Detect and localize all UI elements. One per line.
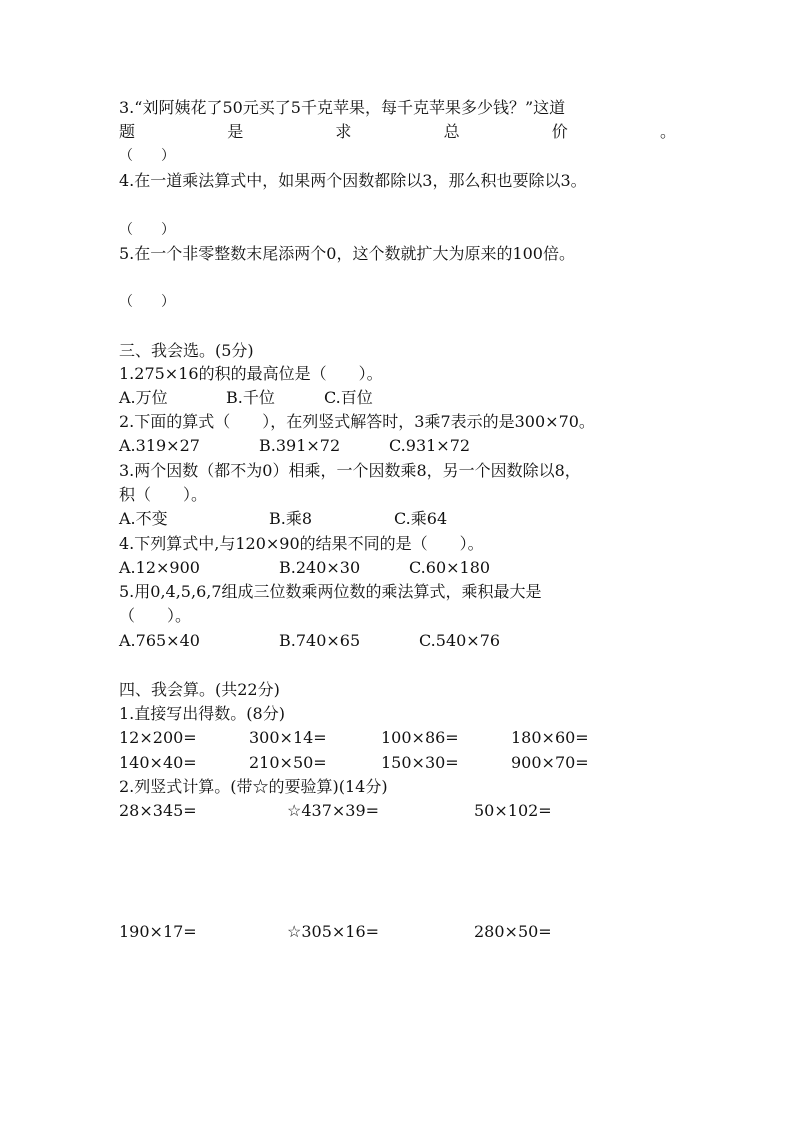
judge-q3-answer-blank[interactable]: （ ） [119, 148, 175, 164]
choose-q3-line1: 3.两个因数（都不为0）相乘，一个因数乘8，另一个因数除以8， [119, 461, 581, 480]
choose-q5-line1: 5.用0,4,5,6,7组成三位数乘两位数的乘法算式，乘积最大是 [119, 582, 542, 601]
section-choose-heading: 三、我会选。(5分) [119, 341, 254, 360]
vertical-calc-item[interactable]: 50×102= [474, 801, 552, 820]
choose-q5-line2: （ ）。 [119, 606, 192, 625]
vertical-calc-item[interactable]: 280×50= [474, 922, 552, 941]
oral-calc-item[interactable]: 900×70= [511, 753, 589, 772]
judge-q4-answer-blank[interactable]: （ ） [119, 222, 175, 238]
choose-q3-line2: 积（ ）。 [119, 485, 208, 504]
choose-q1-option-c[interactable]: C.百位 [324, 388, 373, 407]
choose-q3-option-a[interactable]: A.不变 [119, 509, 168, 528]
judge-q3-line1: 3.“刘阿姨花了50元买了5千克苹果，每千克苹果多少钱？”这道 [119, 98, 566, 117]
choose-q4-option-a[interactable]: A.12×900 [119, 558, 200, 577]
judge-q3-word: 总 [443, 122, 460, 141]
choose-q5-option-a[interactable]: A.765×40 [119, 631, 200, 650]
choose-q5-option-b[interactable]: B.740×65 [279, 631, 361, 650]
choose-q2: 2.下面的算式（ ），在列竖式解答时，3乘7表示的是300×70。 [119, 412, 595, 431]
choose-q3-option-b[interactable]: B.乘8 [269, 509, 313, 528]
calc-part2-title: 2.列竖式计算。(带☆的要验算)(14分) [119, 777, 388, 796]
oral-calc-item[interactable]: 210×50= [249, 753, 327, 772]
oral-calc-item[interactable]: 150×30= [381, 753, 459, 772]
vertical-calc-item[interactable]: ☆437×39= [287, 801, 380, 820]
oral-calc-item[interactable]: 100×86= [381, 728, 459, 747]
choose-q3-option-c[interactable]: C.乘64 [394, 509, 448, 528]
oral-calc-item[interactable]: 300×14= [249, 728, 327, 747]
choose-q4-option-c[interactable]: C.60×180 [409, 558, 491, 577]
choose-q5-option-c[interactable]: C.540×76 [419, 631, 501, 650]
vertical-calc-item[interactable]: 28×345= [119, 801, 197, 820]
oral-calc-item[interactable]: 140×40= [119, 753, 197, 772]
oral-calc-item[interactable]: 12×200= [119, 728, 197, 747]
vertical-calc-item[interactable]: ☆305×16= [287, 922, 380, 941]
oral-calc-item[interactable]: 180×60= [511, 728, 589, 747]
choose-q2-option-c[interactable]: C.931×72 [389, 436, 471, 455]
judge-q4: 4.在一道乘法算式中，如果两个因数都除以3，那么积也要除以3。 [119, 171, 587, 190]
choose-q2-option-a[interactable]: A.319×27 [119, 436, 200, 455]
judge-q3-line2 [119, 120, 676, 144]
choose-q1: 1.275×16的积的最高位是（ ）。 [119, 364, 383, 383]
judge-q3-word: 求 [335, 122, 352, 141]
judge-q3-word: 题 [119, 122, 136, 141]
choose-q1-option-a[interactable]: A.万位 [119, 388, 168, 407]
choose-q4-option-b[interactable]: B.240×30 [279, 558, 361, 577]
section-calc-heading: 四、我会算。(共22分) [119, 680, 280, 699]
choose-q1-option-b[interactable]: B.千位 [226, 388, 275, 407]
judge-q5: 5.在一个非零整数末尾添两个0，这个数就扩大为原来的100倍。 [119, 244, 575, 263]
judge-q5-answer-blank[interactable]: （ ） [119, 294, 175, 310]
choose-q2-option-b[interactable]: B.391×72 [259, 436, 341, 455]
judge-q3-word: 。 [659, 122, 676, 141]
judge-q3-word: 价 [551, 122, 568, 141]
judge-q3-word: 是 [227, 122, 244, 141]
choose-q4: 4.下列算式中,与120×90的结果不同的是（ ）。 [119, 534, 484, 553]
calc-part1-title: 1.直接写出得数。(8分) [119, 704, 285, 723]
vertical-calc-item[interactable]: 190×17= [119, 922, 197, 941]
